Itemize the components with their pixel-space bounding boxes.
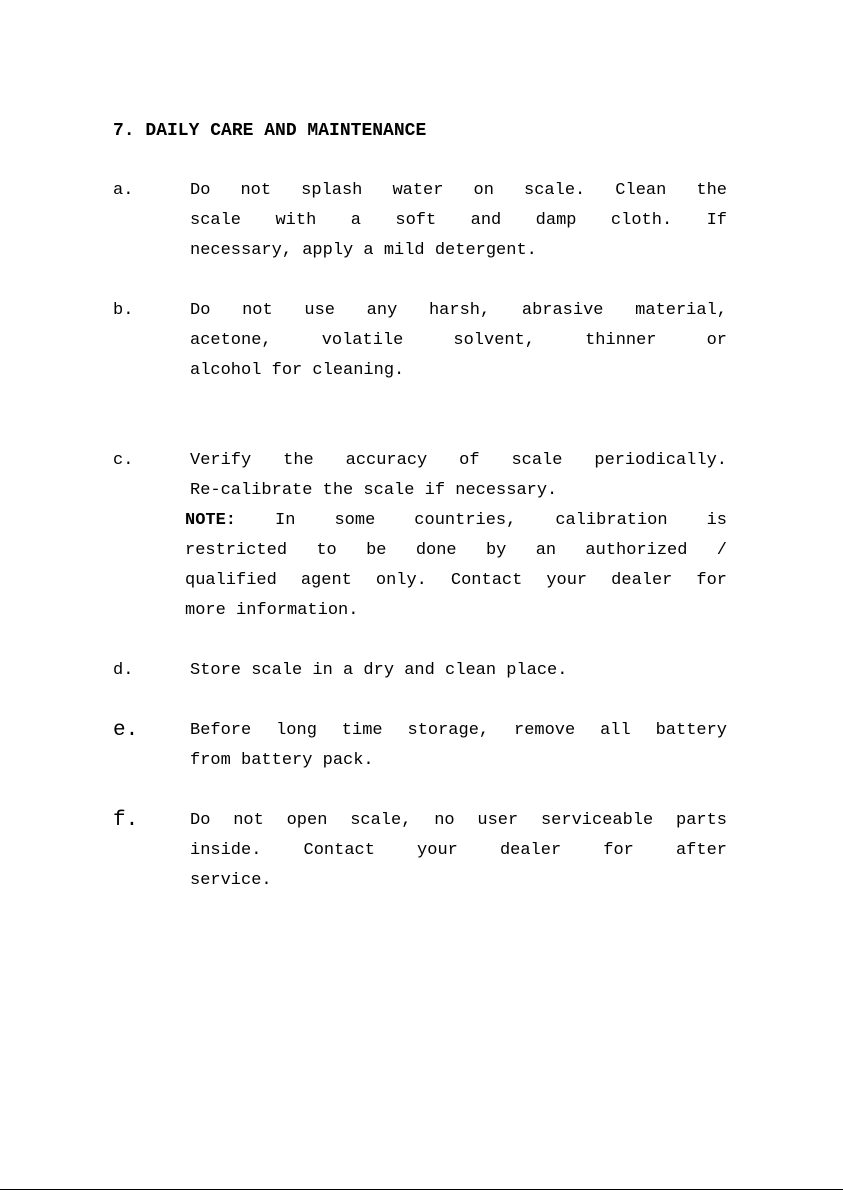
text-line: alcohol for cleaning. — [190, 361, 405, 380]
text-line: scale with a soft and damp cloth. If — [190, 211, 727, 230]
list-marker: f. — [113, 809, 139, 832]
list-item-text — [190, 656, 727, 686]
text-line: Store scale in a dry and clean place. — [190, 661, 568, 680]
page-bottom-rule — [0, 1189, 843, 1190]
note-text: In some countries, calibration is — [275, 511, 728, 530]
text-line: service. — [190, 871, 272, 890]
list-marker: d. — [113, 661, 134, 680]
text-line: Do not open scale, no user serviceable parts — [190, 811, 727, 830]
note-line: more information. — [185, 601, 359, 620]
note-line: restricted to be done by an authorized / — [185, 541, 727, 560]
note-line — [185, 506, 727, 536]
list-marker: e. — [113, 719, 139, 742]
text-line: Before long time storage, remove all battery — [190, 721, 727, 740]
list-marker: c. — [113, 451, 134, 470]
section-heading: 7. DAILY CARE AND MAINTENANCE — [113, 121, 427, 141]
text-line: Do not splash water on scale. Clean the — [190, 181, 727, 200]
note-line: qualified agent only. Contact your dealer for — [185, 571, 727, 590]
text-line: inside. Contact your dealer for after — [190, 841, 727, 860]
list-item-text — [190, 716, 727, 776]
text-line: Verify the accuracy of scale periodically. — [190, 451, 727, 470]
text-line: acetone, volatile solvent, thinner or — [190, 331, 727, 350]
text-line: Re-calibrate the scale if necessary. — [190, 481, 558, 500]
note-label: NOTE: — [185, 511, 237, 530]
text-line: Do not use any harsh, abrasive material, — [190, 301, 727, 320]
text-line: necessary, apply a mild detergent. — [190, 241, 537, 260]
list-item-text — [190, 296, 727, 386]
note-block — [185, 506, 727, 626]
list-marker: b. — [113, 301, 134, 320]
list-item-text — [190, 806, 727, 896]
list-item-text — [190, 446, 727, 506]
list-marker: a. — [113, 181, 134, 200]
text-line: from battery pack. — [190, 751, 374, 770]
list-item-text — [190, 176, 727, 266]
